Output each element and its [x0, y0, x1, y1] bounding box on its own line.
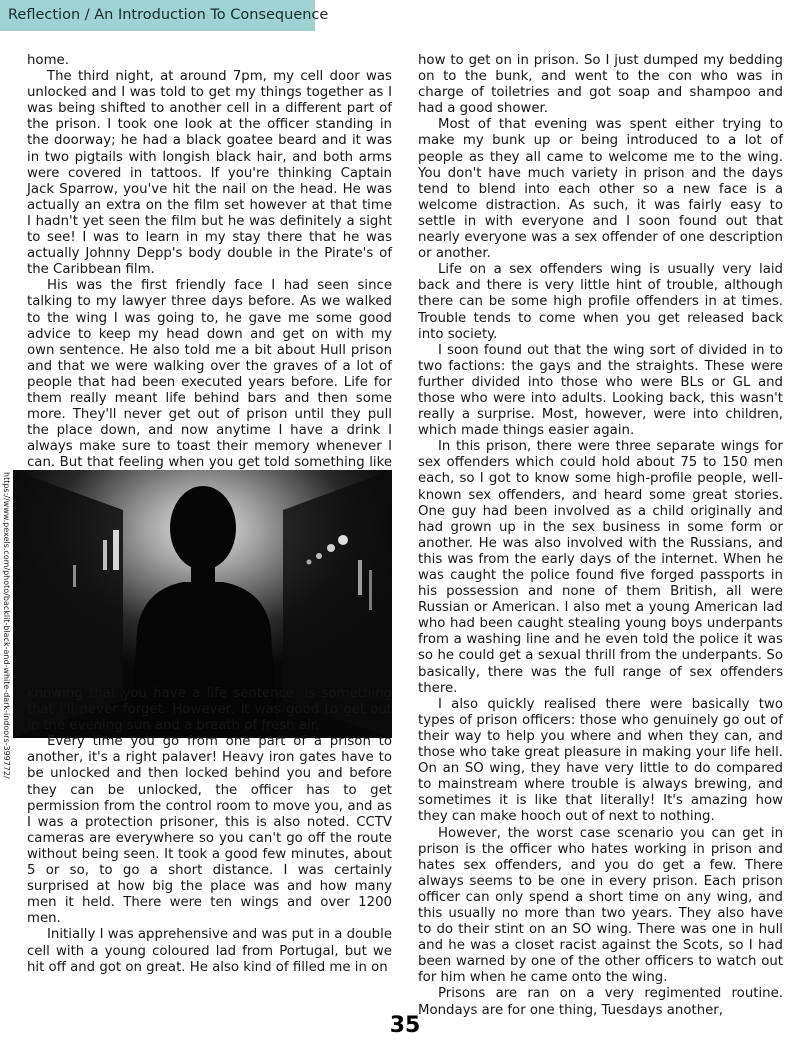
page-number: 35	[389, 1013, 421, 1038]
paragraph: Prisons are ran on a very regimented routine. Mondays are for one thing, Tuesdays another,	[418, 986, 783, 1018]
paragraph: Every time you go from one part of a prison to another, it's a right palaver! Heavy iron gates have to be unlocked and then locked behind you and before they can be unlocked, the officer has to get permission from the control room to move you, and as I was a protection prisoner, this is also noted. CCTV cameras are everywhere so you can't go off the route without being seen. It took a good few minutes, about 5 or so, to go a short distance. I was certainly surprised at how big the place was and how many men it held. There were ten wings and over 1200 men.	[27, 734, 392, 927]
paragraph: Initially I was apprehensive and was put in a double cell with a young coloured lad from Portugal, but we hit off and got on great. He also kind of filled me in on	[27, 927, 392, 975]
paragraph: The third night, at around 7pm, my cell door was unlocked and I was told to get my things together as I was being shifted to another cell in a different part of the prison. I took one look at the officer standing in the doorway; he had a black goatee beard and it was in two pigtails with longish black hair, and both arms were covered in tattoos. If you're thinking Captain Jack Sparrow, you've hit the nail on the head. He was actually an extra on the film set however at that time I hadn't yet seen the film but he was definitely a sight to see! I was to learn in my stay there that he was actually Johnny Depp's body double in the Pirate's of the Caribbean film.	[27, 69, 392, 278]
paragraph: I soon found out that the wing sort of divided in to two factions: the gays and the straights. These were further divided into those who were BLs or GL and those who were into adults. Looking back, this wasn't really a surprise. Most, however, were into children, which made things easier again.	[418, 342, 783, 439]
left-column-top	[27, 53, 392, 471]
left-column-bottom	[27, 686, 392, 1031]
photo-credit-text: https://www.pexels.com/photo/backlit-black-and-white-dark-indoors-399772/	[2, 472, 11, 779]
paragraph: how to get on in prison. So I just dumped my bedding on to the bunk, and went to the con who was in charge of toiletries and got soap and shampoo and had a good shower.	[418, 53, 783, 117]
paragraph: Most of that evening was spent either trying to make my bunk up or being introduced to a lot of people as they all came to welcome me to the wing. You don't have much variety in prison and the days tend to blend into each other so a new face is a welcome distraction. As such, it was fairly easy to settle in with everyone and I soon found out that nearly everyone was a sex offender of one description or another.	[418, 117, 783, 262]
paragraph: Life on a sex offenders wing is usually very laid back and there is very little hint of trouble, although there can be some high profile offenders in at times. Trouble tends to come when you get released back into society.	[418, 262, 783, 342]
paragraph: home.	[27, 53, 69, 68]
paragraph: knowing that you have a life sentence, is something that I'll never forget. However, it was good to get out in the evening sun and a breath of fresh air.	[27, 686, 392, 734]
paragraph: His was the first friendly face I had seen since talking to my lawyer three days before. As we walked to the wing I was going to, he gave me some good advice to keep my head down and get on with my own sentence. He also told me a bit about Hull prison and that we were walking over the graves of a lot of people that had been executed years before. Life for them really meant life behind bars and then some more. They'll never get out of prison until they pull the place down, and now anytime I have a drink I always make sure to toast their memory whenever I can. But that feeling when you get told something like	[27, 278, 392, 471]
paragraph: I also quickly realised there were basically two types of prison officers: those who genuinely go out of their way to help you where and when they can, and those who take great pleasure in making your life hell. On an SO wing, they have very little to do compared to mainstream where trouble is always brewing, and sometimes it is like that literally! It's amazing how they can make hooch out of next to nothing.	[418, 696, 783, 825]
paragraph: However, the worst case scenario you can get in prison is the officer who hates working in prison and hates sex offenders, and you do get a few. There always seems to be one in every prison. Each prison officer can only spend a short time on any wing, and this usually no more than two years. They also have to do their stint on an SO wing. There was one in hull and he was a closet racist against the Scots, so I had been warned by one of the other officers to watch out for him when he came onto the wing.	[418, 825, 783, 986]
right-column	[418, 53, 783, 1033]
paragraph: In this prison, there were three separate wings for sex offenders which could hold about 75 to 150 men each, so I got to know some high-profile people, well-known sex offenders, and heard some great stories. One guy had been involved as a child originally and had grown up in the sex business in some form or another. He was also involved with the Russians, and this was from the early days of the internet. When he was caught the police found five forged passports in his possession and none of them British, all were Russian or American. I also met a young American lad who had been caught stealing young boys underpants from a washing line and he even told the police it was so he could get a sexual thrill from the underpants. So basically, there was the full range of sex offenders there.	[418, 439, 783, 696]
running-header: Reflection / An Introduction To Consequence	[0, 0, 315, 31]
photo-credit	[0, 470, 13, 779]
